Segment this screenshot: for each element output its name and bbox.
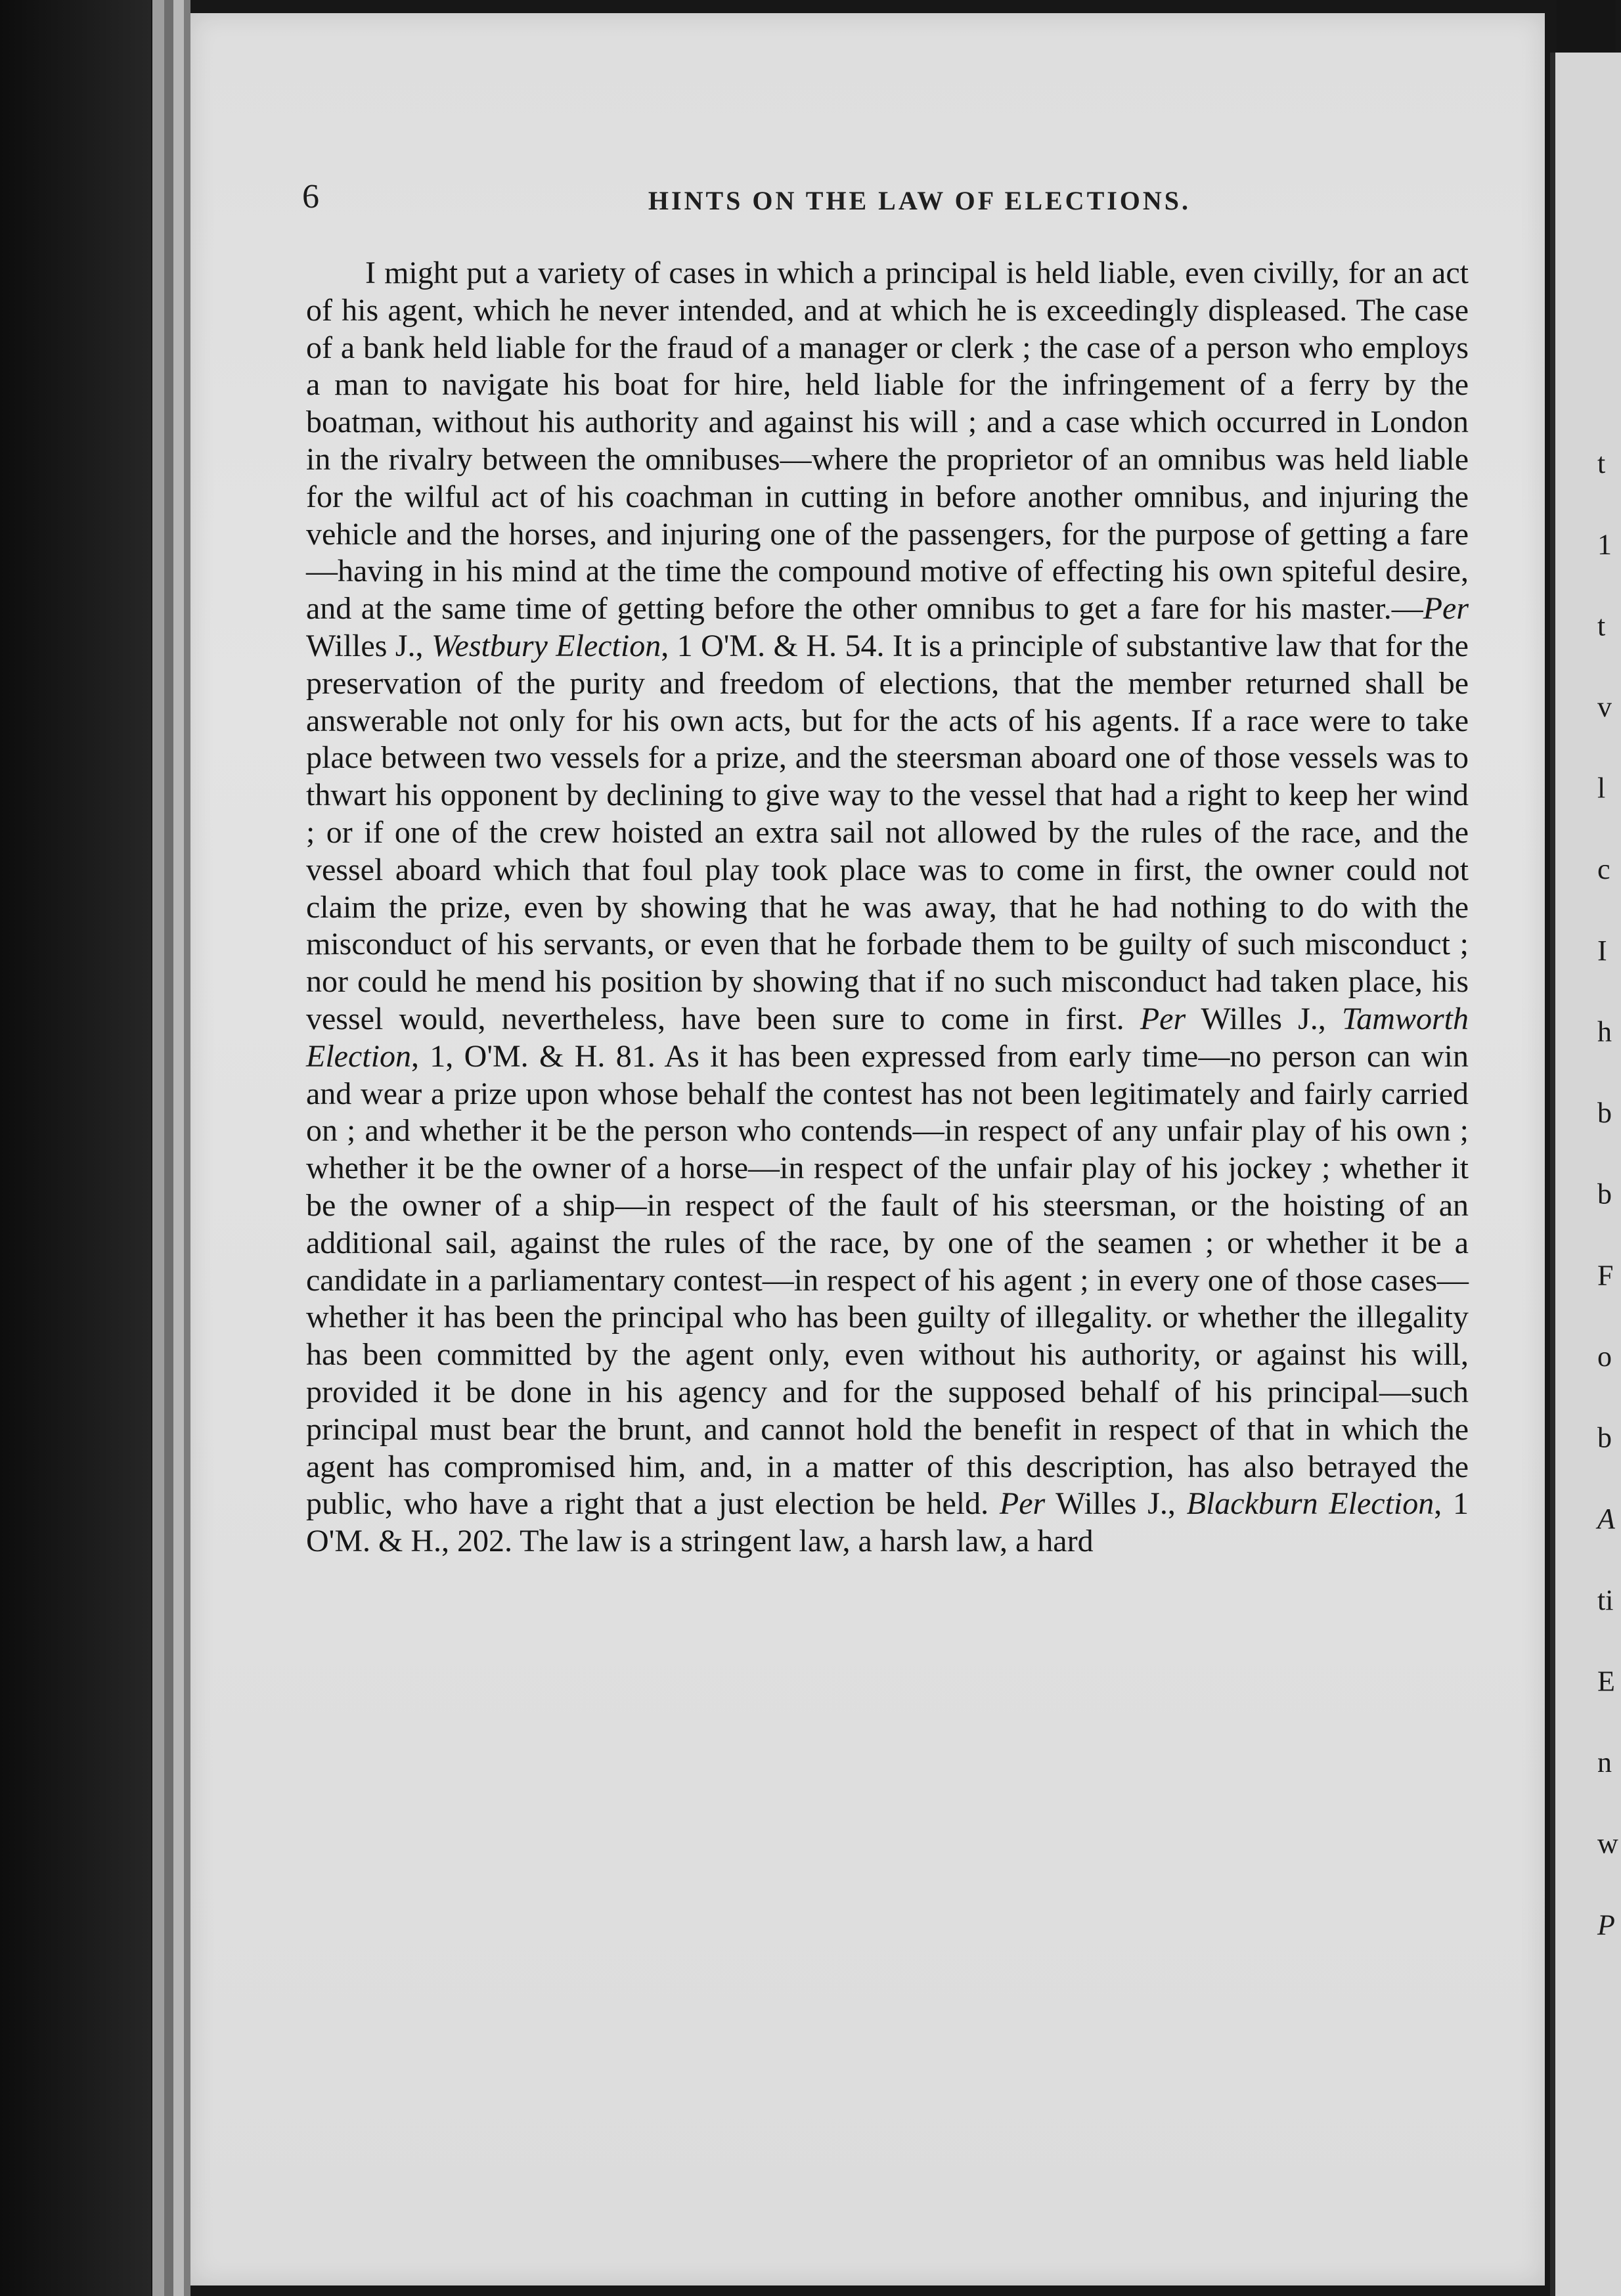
- film-border-left: [0, 0, 151, 2296]
- adjacent-margin-glyph: b: [1597, 1178, 1612, 1210]
- adjacent-page-margin-text: [1595, 53, 1621, 2296]
- body-run: Willes J.,: [306, 628, 432, 663]
- body-run: , 1, O'M. & H. 81. As it has been expressed from early time—no person can win and wear a prize upon whose behalf the contest has not been legitimately and fairly carried on ; and whether it be the person who contends—in respect of any unfair play of his own ; whether it be the owner of a horse—in respect of the unfair play of his jockey ; whether it be the owner of a ship—in respect of the fault of his steersman, or the hoisting of an additional sail, against the rules of the race, by one of the seamen ; or whether it be a candidate in a parliamentary contest—in respect of his agent ; in every one of those cases—whether it has been the principal who has been guilty of illegality. or whether the illegality has been committed by the agent only, even without his authority, or against his will, provided it be done in his agency and for the supposed behalf of his principal—such principal must bear the brunt, and cannot hold the benefit in respect of that in which the agent has compromised him, and, in a matter of this description, has also betrayed the public, who have a right that a just election be held.: [306, 1038, 1469, 1522]
- adjacent-margin-glyph: h: [1597, 1015, 1612, 1048]
- running-head: HINTS ON THE LAW OF ELECTIONS.: [648, 186, 1191, 215]
- body-paragraph: [306, 255, 1469, 1560]
- adjacent-margin-glyph: o: [1597, 1340, 1612, 1373]
- adjacent-margin-glyph: F: [1597, 1259, 1614, 1292]
- adjacent-margin-glyph: A: [1597, 1503, 1615, 1535]
- page-edge: [184, 0, 190, 2296]
- body-run: Willes J.,: [1186, 1001, 1343, 1036]
- adjacent-margin-glyph: t: [1597, 609, 1606, 642]
- citation-italic: Per: [1423, 591, 1469, 627]
- citation-italic: Per: [999, 1486, 1046, 1522]
- citation-italic: Westbury Election: [431, 628, 661, 663]
- body-run: Willes J.,: [1045, 1486, 1187, 1522]
- adjacent-margin-glyph: l: [1597, 772, 1606, 805]
- adjacent-margin-glyph: E: [1597, 1665, 1615, 1698]
- body-run: , 1 O'M. & H. 54. It is a principle of substantive law that for the preservation of the purity and freedom of elections, that the member returned shall be answerable not only for his own acts, but for the acts of his agents. If a race were to take place between two vessels for a prize, and the steersman aboard one of those vessels was to thwart his opponent by declining to give way to the vessel that had a right to keep her wind ; or if one of the crew hoisted an extra sail not allowed by the rules of the race, and the vessel aboard which that foul play took place was to come in first, the owner could not claim the prize, even by showing that he was away, that he had nothing to do with the misconduct of his servants, or even that he forbade them to be guilty of such misconduct ; nor could he mend his position by showing that if no such misconduct had taken place, his vessel would, nevertheless, have been sure to come in first.: [306, 628, 1469, 1036]
- adjacent-margin-glyph: b: [1597, 1097, 1612, 1129]
- body-run: I might put a variety of cases in which a principal is held liable, even civilly, for an act of his agent, which he never intended, and at which he is exceedingly displeased. The case of a bank held liable for the fraud of a manager or clerk ; the case of a person who employs a man to navigate his boat for hire, held liable for the infringement of a ferry by the boatman, without his authority and against his will ; and a case which occurred in London in the rivalry between the omnibuses—where the proprietor of an omnibus was held liable for the wilful act of his coachman in cutting in before another omnibus, and injuring the vehicle and the horses, and injuring one of the passengers, for the purpose of getting a fare—having in his mind at the time the compound motive of effecting his own spiteful desire, and at the same time of getting before the other omnibus to get a fare for his master.—: [306, 255, 1469, 627]
- citation-italic: Tamworth Election: [306, 1001, 1469, 1074]
- adjacent-margin-glyph: w: [1597, 1827, 1618, 1860]
- adjacent-margin-glyph: v: [1597, 690, 1612, 723]
- page-edge: [152, 0, 164, 2296]
- adjacent-margin-glyph: t: [1597, 447, 1606, 479]
- body-run: , 1 O'M. & H., 202. The law is a stringent law, a harsh law, a hard: [306, 1486, 1469, 1559]
- adjacent-margin-glyph: c: [1597, 853, 1610, 886]
- book-page: [190, 13, 1545, 2285]
- page-edge: [164, 0, 173, 2296]
- adjacent-margin-glyph: b: [1597, 1421, 1612, 1454]
- adjacent-margin-glyph: I: [1597, 934, 1607, 967]
- adjacent-margin-glyph: n: [1597, 1746, 1612, 1778]
- adjacent-page: [1550, 53, 1621, 2296]
- page-number: 6: [302, 178, 319, 215]
- adjacent-margin-glyph: P: [1597, 1909, 1615, 1941]
- page-edge: [173, 0, 184, 2296]
- adjacent-margin-glyph: 1: [1597, 528, 1612, 561]
- citation-italic: Blackburn Election: [1186, 1486, 1434, 1522]
- adjacent-margin-glyph: ti: [1597, 1583, 1614, 1616]
- citation-italic: Per: [1140, 1001, 1186, 1036]
